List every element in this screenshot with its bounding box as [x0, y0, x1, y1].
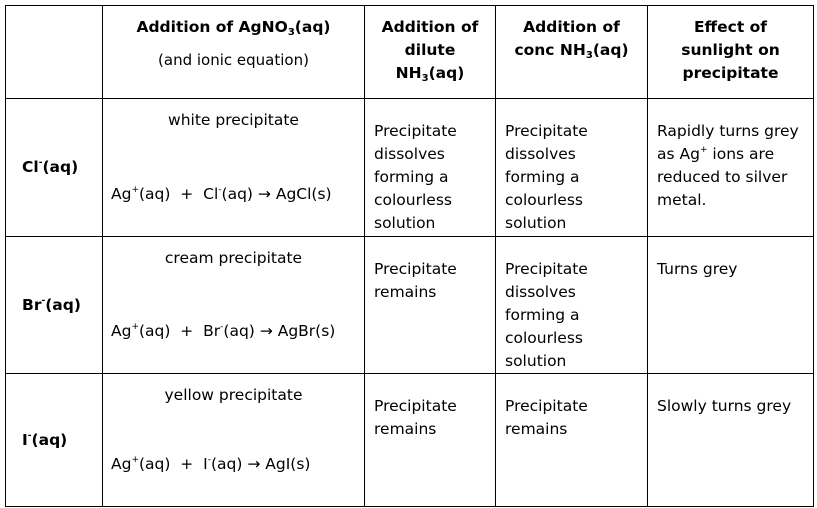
- ion-label-iodide: [6, 374, 103, 507]
- obs-line: solution: [505, 214, 567, 232]
- obs-line: Precipitate: [505, 122, 588, 140]
- header-agno3: [103, 6, 365, 99]
- header-dilute-nh3: [365, 6, 496, 99]
- eq-halide-charge: -: [218, 185, 222, 195]
- obs-line: dissolves: [505, 145, 576, 163]
- eq-silver: Ag: [111, 455, 132, 473]
- obs-line: remains: [374, 283, 437, 301]
- header-dilute-line1: Addition of: [381, 18, 479, 36]
- header-dilute-state: (aq): [428, 64, 465, 82]
- eq-product: AgI(s): [265, 455, 311, 473]
- obs-line: Slowly turns grey: [657, 397, 792, 415]
- eq-arrow: →: [247, 455, 261, 473]
- ion-symbol: Br: [22, 295, 42, 314]
- eq-plus: +: [180, 185, 194, 203]
- obs-line: Rapidly turns grey: [657, 122, 799, 140]
- obs-line: Precipitate: [374, 122, 457, 140]
- header-sunlight-line1: Effect of: [693, 18, 768, 36]
- ion-symbol: Cl: [22, 158, 39, 176]
- ionic-equation: [111, 320, 335, 343]
- obs-line: dissolves: [505, 283, 576, 301]
- table-row-iodide: [6, 374, 814, 507]
- precipitate-colour: white precipitate: [168, 111, 299, 129]
- header-agno3-state: (aq): [294, 18, 331, 36]
- sunlight-cell-chloride: [648, 99, 814, 237]
- eq-silver-charge: +: [131, 322, 139, 332]
- header-agno3-subscript: 3: [287, 27, 295, 38]
- ion-charge: -: [27, 430, 32, 441]
- header-row: [6, 6, 814, 99]
- agno3-cell-bromide: [103, 237, 365, 374]
- ion-state: (aq): [42, 158, 79, 176]
- eq-halide: I: [203, 455, 208, 473]
- table-row-bromide: [6, 237, 814, 374]
- table-row-chloride: [6, 99, 814, 237]
- ionic-equation: [111, 183, 332, 206]
- ion-state: (aq): [31, 430, 68, 449]
- obs-line: remains: [374, 420, 437, 438]
- obs-line: Precipitate: [505, 260, 588, 278]
- conc-nh3-cell-chloride: [496, 99, 648, 237]
- eq-silver-charge: +: [131, 185, 139, 195]
- obs-line: forming a: [505, 168, 580, 186]
- obs-line: colourless: [505, 329, 583, 347]
- obs-line: Precipitate: [505, 397, 588, 415]
- obs-line: colourless: [505, 191, 583, 209]
- ion-label-chloride: [6, 99, 103, 237]
- eq-silver: Ag: [111, 322, 132, 340]
- eq-halide-state: (aq): [221, 185, 253, 203]
- header-conc-line1: Addition of: [523, 18, 620, 36]
- ion-charge: -: [41, 295, 46, 306]
- header-dilute-nh: NH: [395, 64, 422, 82]
- eq-arrow: →: [257, 185, 271, 203]
- header-sunlight-line3: precipitate: [682, 64, 779, 82]
- eq-product: AgCl(s): [275, 185, 332, 203]
- dilute-nh3-cell-chloride: [365, 99, 496, 237]
- obs-line: Precipitate: [374, 397, 457, 415]
- dilute-nh3-cell-iodide: [365, 374, 496, 507]
- eq-plus: +: [180, 322, 194, 340]
- conc-nh3-cell-iodide: [496, 374, 648, 507]
- obs-line: metal.: [657, 191, 707, 209]
- ion-symbol: I: [22, 430, 28, 449]
- eq-halide-charge: -: [220, 322, 224, 332]
- obs-line: solution: [505, 352, 567, 370]
- header-conc-nh3: [496, 6, 648, 99]
- obs-line: forming a: [374, 168, 449, 186]
- eq-halide: Cl: [203, 185, 219, 203]
- ion-label-bromide: [6, 237, 103, 374]
- obs-line: Precipitate: [374, 260, 457, 278]
- ionic-equation: [111, 453, 310, 476]
- eq-silver-state: (aq): [139, 185, 171, 203]
- eq-arrow: →: [259, 322, 273, 340]
- eq-plus: +: [180, 455, 194, 473]
- header-sunlight: [648, 6, 814, 99]
- header-agno3-note: (and ionic equation): [158, 51, 309, 69]
- header-conc-subscript: 3: [585, 50, 593, 61]
- dilute-nh3-cell-bromide: [365, 237, 496, 374]
- ion-charge: -: [38, 158, 43, 168]
- eq-silver: Ag: [111, 185, 132, 203]
- ion-state: (aq): [45, 295, 81, 314]
- obs-line: forming a: [505, 306, 580, 324]
- header-conc-state: (aq): [592, 41, 629, 59]
- agno3-cell-iodide: [103, 374, 365, 507]
- obs-line: ions are: [707, 145, 775, 163]
- eq-halide: Br: [203, 322, 221, 340]
- header-dilute-subscript: 3: [421, 73, 429, 84]
- eq-halide-charge: -: [207, 455, 211, 465]
- obs-line: reduced to silver: [657, 168, 788, 186]
- header-conc-nh: conc NH: [514, 41, 586, 59]
- header-agno3-text: Addition of AgNO: [136, 18, 288, 36]
- header-sunlight-line2: sunlight on: [681, 41, 780, 59]
- precipitate-colour: cream precipitate: [164, 249, 303, 267]
- obs-line: solution: [374, 214, 436, 232]
- obs-line: colourless: [374, 191, 452, 209]
- obs-line: as Ag: [657, 145, 700, 163]
- sunlight-cell-iodide: [648, 374, 814, 507]
- eq-halide-state: (aq): [223, 322, 255, 340]
- eq-silver-state: (aq): [139, 322, 171, 340]
- conc-nh3-cell-bromide: [496, 237, 648, 374]
- halide-test-table: [5, 5, 814, 507]
- obs-line: remains: [505, 420, 568, 438]
- agno3-cell-chloride: [103, 99, 365, 237]
- sunlight-cell-bromide: [648, 237, 814, 374]
- header-blank-cell: [6, 6, 103, 99]
- eq-halide-state: (aq): [210, 455, 243, 473]
- obs-line: Turns grey: [657, 260, 738, 278]
- precipitate-colour: yellow precipitate: [164, 386, 303, 404]
- header-dilute-line2: dilute: [404, 41, 456, 59]
- eq-silver-charge: +: [131, 455, 139, 465]
- obs-charge: +: [699, 145, 708, 155]
- eq-product: AgBr(s): [277, 322, 336, 340]
- eq-silver-state: (aq): [139, 455, 171, 473]
- obs-line: dissolves: [374, 145, 445, 163]
